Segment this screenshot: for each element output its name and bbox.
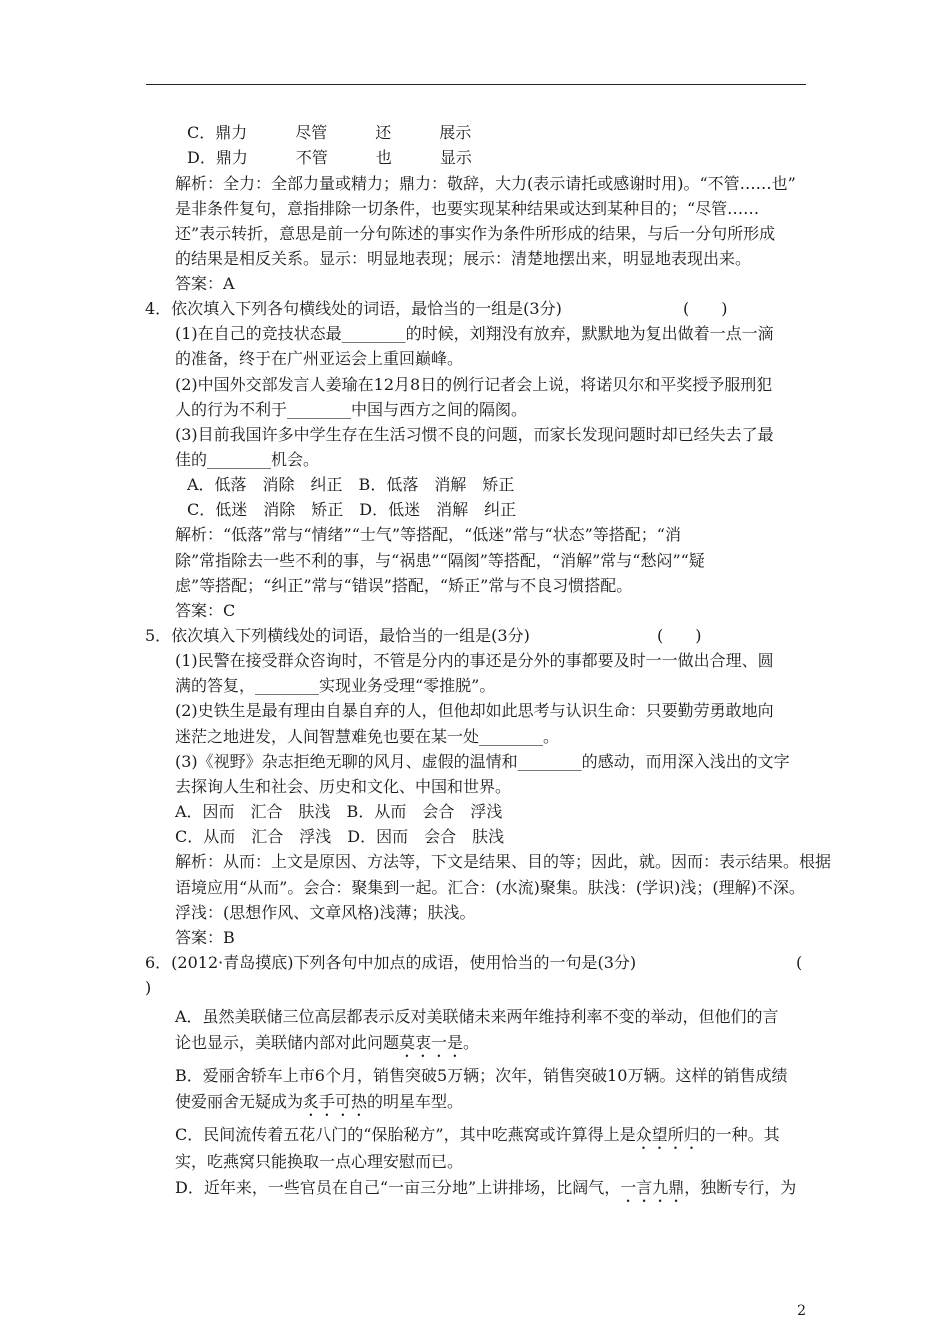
option-d: D．鼎力 不管 也 显示: [187, 148, 472, 167]
dotted-idiom: 一言九鼎: [620, 1178, 685, 1197]
answer-line: 答案：A: [175, 274, 235, 293]
explanation-line: 是非条件复句，意指排除一切条件，也要实现某种结果或达到某种目的；“尽管……: [175, 199, 760, 218]
dotted-idiom: 莫衷一是: [399, 1033, 464, 1052]
sentence-line: 人的行为不利于________中国与西方之间的隔阂。: [175, 400, 528, 419]
option-b-line: B．爱丽舍轿车上市6个月，销售突破5万辆；次年，销售突破10万辆。这样的销售成绩: [175, 1066, 788, 1085]
sentence-line: (2)史铁生是最有理由自暴自弃的人，但他却如此思考与认识生命：只要勤劳勇敢地向: [175, 701, 774, 720]
question-5-stem: 5．依次填入下列横线处的词语，最恰当的一组是(3分): [145, 626, 530, 645]
option-c-line: C．民间流传着五花八门的“保胎秘方”，其中吃燕窝或许算得上是众望所归的一种。其: [175, 1125, 780, 1144]
sentence-line: 佳的________机会。: [175, 450, 320, 469]
answer-line: 答案：C: [175, 601, 236, 620]
dotted-idiom: 众望所归: [635, 1125, 700, 1144]
answer-bracket: ( ): [657, 626, 702, 645]
explanation-line: 解析：从而：上文是原因、方法等，下文是结果、目的等；因此，就。因而：表示结果。根据: [175, 852, 832, 871]
option-c-line: 实，吃燕窝只能换取一点心理安慰而已。: [175, 1152, 464, 1171]
explanation-line: 解析：“低落”常与“情绪”“士气”等搭配，“低迷”常与“状态”等搭配；“消: [175, 525, 681, 544]
options-cd: C．从而 汇合 浮浅 D．因而 会合 肤浅: [175, 827, 505, 846]
sentence-line: (2)中国外交部发言人姜瑜在12月8日的例行记者会上说，将诺贝尔和平奖授予服刑犯: [175, 375, 773, 394]
explanation-line: 浮浅：(思想作风、文章风格)浅薄；肤浅。: [175, 903, 476, 922]
option-a-line: 论也显示，美联储内部对此问题莫衷一是。: [175, 1033, 480, 1052]
sentence-line: (3)《视野》杂志拒绝无聊的风月、虚假的温情和________的感动，而用深入浅出的文字: [175, 752, 790, 771]
option-d-line: D．近年来，一些官员在自己“一亩三分地”上讲排场，比阔气，一言九鼎，独断专行，为: [175, 1178, 797, 1197]
sentence-line: (1)民警在接受群众咨询时，不管是分内的事还是分外的事都要及时一一做出合理、圆: [175, 651, 774, 670]
answer-bracket-close: ): [145, 978, 152, 997]
question-4-stem: 4．依次填入下列各句横线处的词语，最恰当的一组是(3分): [145, 299, 562, 318]
page-number: 2: [797, 1303, 806, 1319]
explanation-line: 虑”等搭配；“纠正”常与“错误”搭配，“矫正”常与不良习惯搭配。: [175, 576, 633, 595]
option-b-line: 使爱丽舍无疑成为炙手可热的明星车型。: [175, 1092, 464, 1111]
sentence-line: (1)在自己的竞技状态最________的时候，刘翔没有放弃，默默地为复出做着一点一滴: [175, 324, 774, 343]
explanation-line: 还”表示转折，意思是前一分句陈述的事实作为条件所形成的结果，与后一分句所形成: [175, 224, 776, 243]
sentence-line: (3)目前我国许多中学生存在生活习惯不良的问题，而家长发现问题时却已经失去了最: [175, 425, 774, 444]
options-ab: A．因而 汇合 肤浅 B．从而 会合 浮浅: [175, 802, 503, 821]
question-6-stem: 6．(2012·青岛摸底)下列各句中加点的成语，使用恰当的一句是(3分): [145, 953, 637, 972]
answer-line: 答案：B: [175, 928, 235, 947]
explanation-line: 除”常指除去一些不利的事，与“祸患”“隔阂”等搭配，“消解”常与“愁闷”“疑: [175, 551, 705, 570]
explanation-line: 解析：全力：全部力量或精力；鼎力：敬辞，大力(表示请托或感谢时用)。“不管……也”: [175, 174, 796, 193]
dotted-idiom: 炙手可热: [303, 1092, 368, 1111]
explanation-line: 语境应用“从而”。会合：聚集到一起。汇合：(水流)聚集。肤浅：(学识)浅；(理解)不深。: [175, 878, 805, 897]
option-c: C．鼎力 尽管 还 展示: [187, 123, 472, 142]
answer-bracket: ( ): [683, 299, 728, 318]
option-a-line: A．虽然美联储三位高层都表示反对美联储未来两年维持利率不变的举动，但他们的言: [175, 1007, 779, 1026]
options-ab: A．低落 消除 纠正 B．低落 消解 矫正: [187, 475, 515, 494]
sentence-line: 迷茫之地进发，人间智慧难免也要在某一处________。: [175, 727, 560, 746]
sentence-line: 的准备，终于在广州亚运会上重回巅峰。: [175, 349, 464, 368]
sentence-line: 满的答复，________实现业务受理“零推脱”。: [175, 676, 496, 695]
answer-bracket-open: (: [796, 953, 803, 972]
sentence-line: 去探询人生和社会、历史和文化、中国和世界。: [175, 777, 512, 796]
header-rule: [146, 84, 806, 85]
explanation-line: 的结果是相反关系。显示：明显地表现；展示：清楚地摆出来，明显地表现出来。: [175, 249, 752, 268]
options-cd: C．低迷 消除 矫正 D．低迷 消解 纠正: [187, 500, 517, 519]
